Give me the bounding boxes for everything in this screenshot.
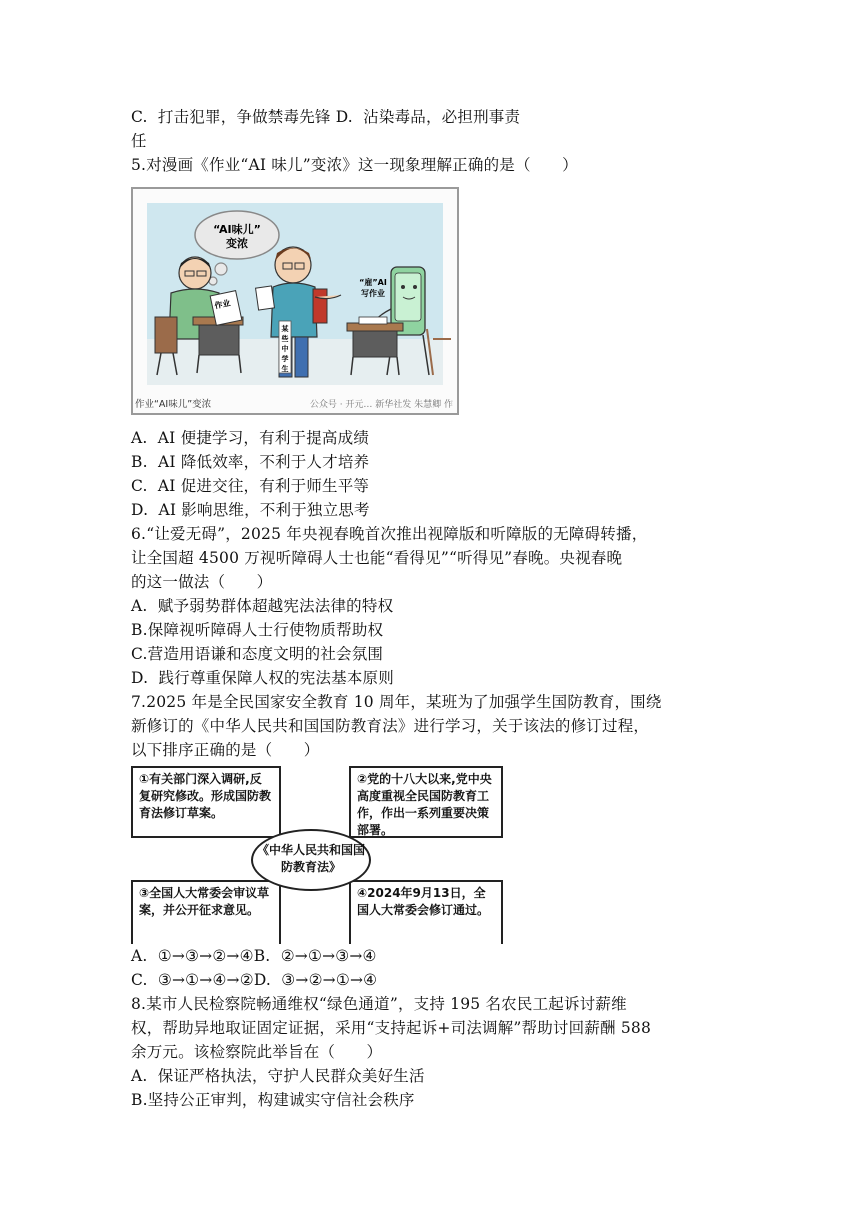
q5-option-d: D. AI 影响思维，不利于独立思考 bbox=[131, 501, 370, 519]
q4-option-cd: C. 打击犯罪，争做禁毒先锋 D. 沾染毒品，必担刑事责 bbox=[131, 108, 521, 126]
student-label-1: 某 bbox=[281, 325, 289, 333]
robot-label-1: “雇”AI bbox=[359, 278, 387, 287]
homework-label: 作业 bbox=[213, 298, 232, 311]
student-label-5: 生 bbox=[281, 365, 289, 373]
step-box-3: ③全国人大常委会审议草案，并公开征求意见。 bbox=[131, 880, 281, 944]
q6-stem-line3: 的这一做法（ ） bbox=[131, 573, 273, 591]
q6-option-b: B.保障视听障碍人士行使物质帮助权 bbox=[131, 621, 384, 639]
q5-option-b: B. AI 降低效率，不利于人才培养 bbox=[131, 453, 370, 471]
q6-stem-line2: 让全国超 4500 万视听障碍人士也能“看得见”“听得见”春晚。央视春晚 bbox=[131, 549, 623, 567]
q6-option-a: A. 赋予弱势群体超越宪法法律的特权 bbox=[131, 597, 394, 615]
q7-option-cd: C. ③→①→④→②D. ③→②→①→④ bbox=[131, 971, 378, 989]
q5-option-a: A. AI 便捷学习，有利于提高成绩 bbox=[131, 429, 370, 447]
q7-stem-line3: 以下排序正确的是（ ） bbox=[131, 741, 320, 759]
cartoon-caption: 作业“AI味儿”变浓 bbox=[135, 399, 212, 410]
student-label-2: 些 bbox=[281, 335, 289, 343]
q8-option-b: B.坚持公正审判，构建诚实守信社会秩序 bbox=[131, 1091, 415, 1109]
q8-option-a: A. 保证严格执法，守护人民群众美好生活 bbox=[131, 1067, 425, 1085]
q6-stem-line1: 6.“让爱无碍”，2025 年央视春晚首次推出视障版和听障版的无障碍转播， bbox=[131, 525, 648, 543]
student-label-4: 学 bbox=[281, 355, 289, 363]
bubble-text: “AI味儿” bbox=[213, 223, 261, 236]
center-law-title: 《中华人民共和国国防教育法》 bbox=[251, 829, 371, 891]
q4-option-cd-wrap: 任 bbox=[131, 132, 147, 150]
robot-label-2: 写作业 bbox=[361, 289, 385, 298]
bubble-text-2: 变浓 bbox=[226, 237, 248, 250]
q7-stem-line2: 新修订的《中华人民共和国国防教育法》进行学习，关于该法的修订过程， bbox=[131, 717, 650, 735]
q8-stem-line3: 余万元。该检察院此举旨在（ ） bbox=[131, 1043, 383, 1061]
step-box-2: ②党的十八大以来,党中央高度重视全民国防教育工作，作出一系列重要决策部署。 bbox=[349, 766, 503, 838]
step-box-4: ④2024年9月13日，全国人大常委会修订通过。 bbox=[349, 880, 503, 944]
q5-stem: 5.对漫画《作业“AI 味儿”变浓》这一现象理解正确的是（ ） bbox=[131, 156, 578, 174]
law-revision-diagram bbox=[131, 766, 503, 944]
q8-stem-line1: 8.某市人民检察院畅通维权“绿色通道”，支持 195 名农民工起诉讨薪维 bbox=[131, 995, 627, 1013]
q6-option-d: D. 践行尊重保障人权的宪法基本原则 bbox=[131, 669, 394, 687]
cartoon-image bbox=[131, 187, 459, 415]
step-box-1: ①有关部门深入调研,反复研究修改。形成国防教育法修订草案。 bbox=[131, 766, 281, 838]
q6-option-c: C.营造用语谦和态度文明的社会氛围 bbox=[131, 645, 384, 663]
q7-option-ab: A. ①→③→②→④B. ②→①→③→④ bbox=[131, 947, 377, 965]
q8-stem-line2: 权，帮助异地取证固定证据，采用“支持起诉+司法调解”帮助讨回薪酬 588 bbox=[131, 1019, 652, 1037]
q7-stem-line1: 7.2025 年是全民国家安全教育 10 周年，某班为了加强学生国防教育，围绕 bbox=[131, 693, 662, 711]
cartoon-watermark: 公众号 · 开元… 新华社发 朱慧卿 作 bbox=[309, 400, 453, 410]
q5-option-c: C. AI 促进交往，有利于师生平等 bbox=[131, 477, 370, 495]
student-label-3: 中 bbox=[281, 345, 289, 353]
